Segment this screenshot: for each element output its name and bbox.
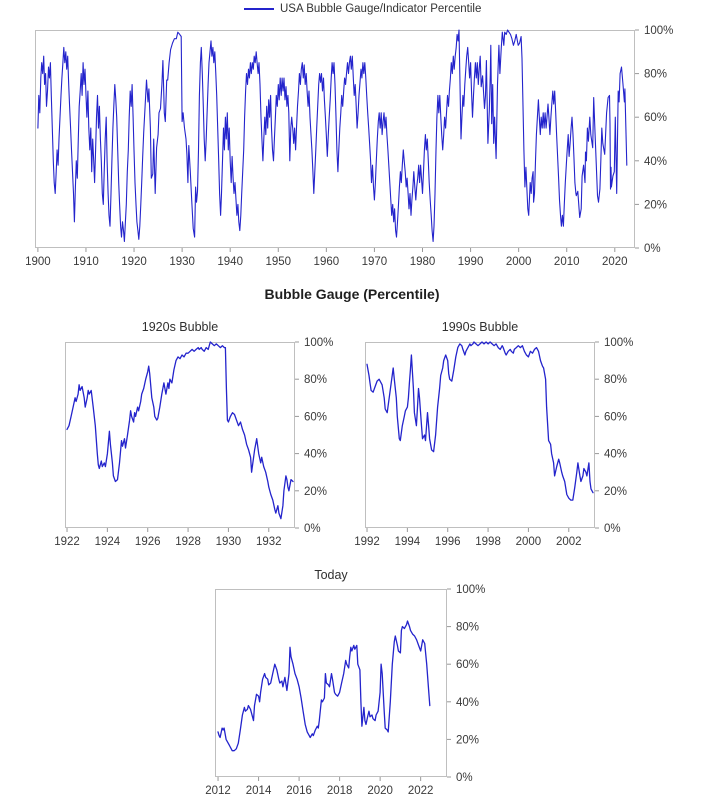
- y-tick-label: 0%: [644, 243, 661, 255]
- bubble-1990s-series-line: [367, 342, 593, 500]
- x-tick-label: 2012: [205, 785, 231, 797]
- y-tick-label: 40%: [304, 448, 328, 461]
- x-tick-label: 1930: [169, 256, 195, 268]
- y-tick-label: 20%: [456, 734, 480, 747]
- x-tick-label: 1920: [121, 256, 147, 268]
- y-tick-label: 0%: [304, 523, 321, 535]
- today-series-line: [218, 621, 430, 751]
- legend-line-swatch: [244, 8, 274, 10]
- today-svg: [205, 584, 486, 797]
- x-tick-label: 2000: [515, 536, 542, 548]
- x-tick-label: 1910: [73, 256, 99, 268]
- plot-border: [66, 343, 295, 528]
- y-tick-label: 100%: [604, 337, 634, 349]
- x-tick-label: 1970: [361, 256, 388, 268]
- chart-title-today: Today: [314, 568, 348, 582]
- main-chart: [25, 25, 674, 268]
- main-usa-bubble-gauge-svg: [25, 25, 674, 268]
- section-title: Bubble Gauge (Percentile): [264, 286, 440, 302]
- legend: [244, 3, 481, 15]
- y-tick-label: 100%: [304, 337, 334, 349]
- x-tick-label: 1960: [313, 256, 340, 268]
- x-tick-label: 1998: [475, 536, 501, 548]
- x-tick-label: 2016: [286, 785, 312, 797]
- y-tick-label: 100%: [456, 584, 486, 596]
- y-tick-label: 0%: [604, 523, 621, 535]
- x-tick-label: 2018: [326, 785, 353, 797]
- bubble-1920s-svg: [54, 337, 334, 548]
- x-tick-label: 2010: [553, 256, 580, 268]
- y-tick-label: 80%: [644, 68, 668, 81]
- chart-today: [205, 584, 486, 797]
- x-tick-label: 2014: [245, 785, 272, 797]
- y-tick-label: 40%: [456, 696, 480, 709]
- legend-label: USA Bubble Gauge/Indicator Percentile: [280, 3, 482, 15]
- x-tick-label: 1940: [217, 256, 243, 268]
- x-tick-label: 1922: [54, 536, 80, 548]
- bubble-1990s-svg: [354, 337, 634, 548]
- x-tick-label: 1928: [175, 536, 201, 548]
- x-tick-label: 2002: [555, 536, 582, 548]
- x-tick-label: 1924: [94, 536, 121, 548]
- x-tick-label: 1926: [134, 536, 161, 548]
- y-tick-label: 80%: [604, 374, 628, 387]
- y-tick-label: 60%: [456, 659, 480, 672]
- x-tick-label: 2022: [407, 785, 434, 797]
- x-tick-label: 1996: [434, 536, 461, 548]
- chart-title-1990s: 1990s Bubble: [441, 320, 519, 334]
- x-tick-label: 2000: [505, 256, 532, 268]
- x-tick-label: 1994: [394, 536, 421, 548]
- y-tick-label: 20%: [604, 485, 628, 498]
- plot-border: [216, 590, 447, 777]
- y-tick-label: 20%: [304, 485, 328, 498]
- y-tick-label: 80%: [304, 374, 328, 387]
- chart-1990s: [354, 337, 634, 548]
- y-tick-label: 80%: [456, 621, 480, 634]
- x-tick-label: 1980: [409, 256, 436, 268]
- y-tick-label: 0%: [456, 772, 473, 784]
- chart-title-1920s: 1920s Bubble: [141, 320, 219, 334]
- y-tick-label: 100%: [644, 25, 674, 37]
- x-tick-label: 1990: [457, 256, 484, 268]
- x-tick-label: 1932: [255, 536, 282, 548]
- y-tick-label: 20%: [644, 199, 668, 212]
- plot-border: [366, 343, 595, 528]
- y-tick-label: 40%: [644, 155, 668, 168]
- x-tick-label: 1900: [25, 256, 51, 268]
- y-tick-label: 60%: [304, 411, 328, 424]
- bubble-1920s-series-line: [67, 342, 293, 519]
- x-tick-label: 1930: [215, 536, 242, 548]
- y-tick-label: 60%: [604, 411, 628, 424]
- chart-1920s: [54, 337, 334, 548]
- main-usa-bubble-gauge-series-line: [38, 30, 627, 242]
- y-tick-label: 60%: [644, 112, 668, 125]
- y-tick-label: 40%: [604, 448, 628, 461]
- x-tick-label: 1992: [354, 536, 380, 548]
- x-tick-label: 2020: [602, 256, 628, 268]
- x-tick-label: 1950: [265, 256, 292, 268]
- x-tick-label: 2020: [367, 785, 393, 797]
